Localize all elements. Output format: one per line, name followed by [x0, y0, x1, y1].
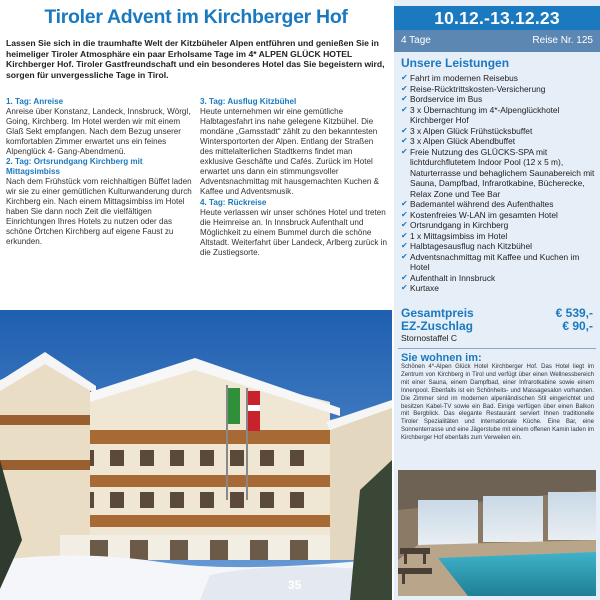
check-icon: ✔: [401, 73, 408, 82]
single-supplement-label: EZ-Zuschlag: [401, 319, 474, 333]
info-sidebar: [394, 0, 600, 600]
check-icon: ✔: [401, 136, 408, 145]
list-item: ✔ Aufenthalt in Innsbruck: [401, 272, 496, 283]
list-item: ✔ 1 x Mittagsimbiss im Hotel: [401, 230, 508, 241]
check-icon: ✔: [401, 230, 408, 240]
travel-dates: 10.12.-13.12.23: [394, 6, 600, 30]
day-text: Nach dem Frühstück vom reichhaltigen Büffet laden wir sie zu einer gemütlichen Kulturwanderung durch Kirchberg ein. Nach einem Mittagsimbiss im Hotel haben Sie dann noch Zeit die vielfältigen Einrichtungen Ihres Hotels zu nutzen oder das schöne Örtchen Kirchberg auf eigene Faust zu erkunden.: [6, 177, 192, 246]
list-item: ✔ Bademantel während des Aufenthaltes: [401, 199, 554, 209]
pool-photo: [398, 470, 596, 596]
day-heading: 1. Tag: Anreise: [6, 97, 64, 106]
trip-number: Reise Nr. 125: [532, 35, 593, 46]
total-price-label: Gesamtpreis: [401, 306, 474, 320]
total-price-row: [401, 306, 593, 320]
divider: [398, 348, 596, 349]
total-price: € 539,-: [555, 306, 593, 320]
list-item: ✔ Kurtaxe: [401, 283, 439, 293]
check-icon: ✔: [401, 220, 408, 229]
check-icon: ✔: [401, 125, 408, 135]
accommodation-heading: Sie wohnen im:: [401, 352, 482, 364]
list-item: ✔ 3 x Alpen Glück Frühstücksbuffet: [401, 125, 533, 136]
single-supplement-row: [401, 319, 593, 333]
itinerary-column-2: [200, 97, 388, 258]
list-item: ✔ Freie Nutzung des GLÜCKS-SPA mit lichtdurchflutetem Indoor Pool (12 x 5 m), Naturterrasse und behaglichem Saunabereich mit Sauna, Dampfbad, Infrarotkabine, Bücherecke, Relax Zone und Tee Bar: [401, 146, 595, 199]
cancellation-scale: Stornostaffel C: [401, 333, 458, 343]
check-icon: ✔: [401, 272, 408, 282]
day-heading: 4. Tag: Rückreise: [200, 198, 267, 207]
services-list: [401, 73, 597, 294]
check-icon: ✔: [401, 251, 408, 261]
accommodation-text: Schönen 4*-Alpen Glück Hotel Kirchberger Hof. Das Hotel liegt im Zentrum von Kirchberg in Tirol und verfügt über einen Wellnessbereich mit einer Sauna, einem Dampfbad, einer Infrarotkabine sowie einem Innenpool. Ebenfalls ist ein Schönheits- und Massagesalon vorhanden. Die Zimmer sind im modernen alpenländischen Stil eingerichtet und besitzen Kabel-TV sowie ein Bad. Einige verfügen über einen Balkon mit Bergblick. Das elegante Restaurant serviert Ihnen traditionelle Tiroler Spezialitäten und internationale Küche. Eine Bar, eine Sonnenterrasse und eine Jägerstube mit einem offenen Kamin laden im Kirchberger Hof ebenfalls zum Verweilen ein.: [401, 364, 594, 442]
page-title: Tiroler Advent im Kirchberger Hof: [44, 6, 348, 28]
check-icon: ✔: [401, 94, 408, 103]
day-text: Anreise über Konstanz, Landeck, Innsbruck, Wörgl, Going, Kirchberg. Im Hotel werden wir mit einem Glaß Sekt empfangen. Nach dem Bezug unserer komfortablen Zimmer erwartet uns ein feines Alpenglück 4- Gang-Abendmenü.: [6, 107, 191, 156]
list-item: ✔ 3 x Übernachtung im 4*-Alpenglückhotel Kirchberger Hof: [401, 104, 560, 125]
hotel-photo: [0, 310, 392, 600]
page-number: 35: [288, 578, 302, 592]
day-text: Heute verlassen wir unser schönes Hotel und treten die Heimreise an. In Innsbruck Aufenthalt und Möglichkeit zu einem Bummel durch die schöne Altstadt. Weiterfahrt über Landeck, Arlberg zurück in die Zustiegsorte.: [200, 208, 387, 257]
intro-text: Lassen Sie sich in die traumhafte Welt der Kitzbüheler Alpen entführen und genießen Sie in heimeliger Tiroler Atmosphäre ein paar Erholsame Tage im 4* ALPEN GLÜCK HOTEL Kirchberger Hof. Tiroler Gastfreundschaft und ein besonderes Hotel das Sie begeistern wird, sorgen für unvergessliche Tage in Tirol.: [6, 38, 385, 80]
list-item: ✔ Halbtagesausflug nach Kitzbühel: [401, 241, 532, 251]
day-heading: 2. Tag: Ortsrundgang Kirchberg mit Mittagsimbiss: [6, 157, 143, 176]
list-item: ✔ Kostenfreies W-LAN im gesamten Hotel: [401, 209, 558, 220]
single-supplement-price: € 90,-: [562, 319, 593, 333]
trip-duration: 4 Tage: [401, 35, 431, 46]
list-item: ✔ 3 x Alpen Glück Abendbuffet: [401, 136, 516, 146]
list-item: ✔ Ortsrundgang in Kirchberg: [401, 220, 509, 230]
check-icon: ✔: [401, 199, 408, 208]
check-icon: ✔: [401, 209, 408, 219]
check-icon: ✔: [401, 83, 408, 93]
list-item: ✔ Fahrt im modernen Reisebus: [401, 73, 518, 83]
check-icon: ✔: [401, 241, 408, 250]
check-icon: ✔: [401, 283, 408, 292]
trip-number-bar: [394, 30, 600, 52]
list-item: ✔ Reise-Rücktrittskosten-Versicherung: [401, 83, 546, 94]
day-text: Heute unternehmen wir eine gemütliche Halbtagesfahrt ins nahe gelegene Kitzbühel. Die mondäne „Gamsstadt“ zählt zu den bekanntesten Wintersportorten der Alpen. Entlang der Straßen des mittelalterlichen Stadtkerns findet man exklusive Geschäfte und Cafés. Zurück im Hotel erwartet uns dann ein stimmungsvoller Adventsnachmittag mit hausgemachten Kuchen & Kaffee und Adventsmusik.: [200, 107, 380, 196]
check-icon: ✔: [401, 104, 408, 114]
check-icon: ✔: [401, 146, 408, 156]
list-item: ✔ Adventsnachmittag mit Kaffee und Kuchen im Hotel: [401, 251, 580, 272]
services-heading: Unsere Leistungen: [401, 56, 510, 70]
list-item: ✔ Bordservice im Bus: [401, 94, 483, 104]
itinerary-column-1: [6, 97, 193, 247]
day-heading: 3. Tag: Ausflug Kitzbühel: [200, 97, 297, 106]
